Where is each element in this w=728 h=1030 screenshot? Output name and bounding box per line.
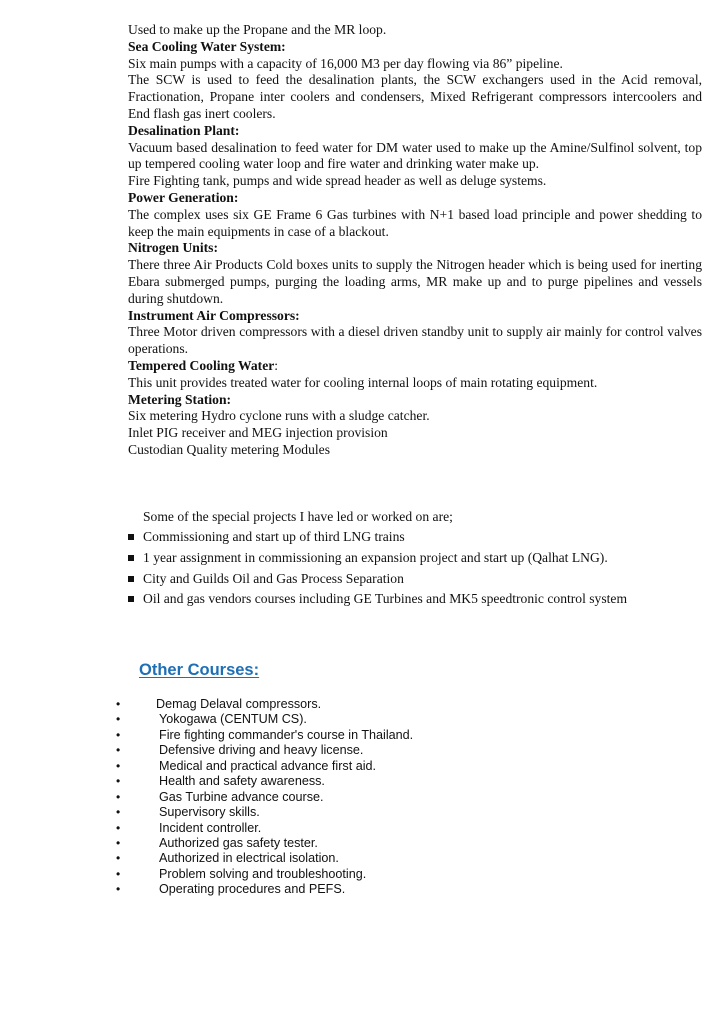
other-courses-heading: Other Courses: <box>139 661 260 679</box>
list-item <box>0 591 728 612</box>
instrument-air-paragraph: Three Motor driven compressors with a diesel driven standby unit to supply air mainly for control valves operations. <box>128 324 702 357</box>
sea-cooling-paragraph: The SCW is used to feed the desalination plants, the SCW exchangers used in the Acid removal, Fractionation, Propane inter coolers and condensers, Mixed Refrigerant compressors intercoolers and End flash gas inert coolers. <box>128 72 702 121</box>
bullet-icon: • <box>116 835 121 850</box>
tempered-cooling-heading-row <box>128 358 702 375</box>
list-item <box>0 697 728 712</box>
list-item-text: City and Guilds Oil and Gas Process Separation <box>143 570 404 586</box>
list-item-text: Authorized in electrical isolation. <box>159 851 339 866</box>
list-item <box>0 529 728 550</box>
list-item <box>0 851 728 866</box>
list-item <box>0 743 728 758</box>
square-bullet-icon <box>128 555 134 561</box>
list-item-text: Commissioning and start up of third LNG trains <box>143 529 405 544</box>
list-item-text: Health and safety awareness. <box>159 774 325 789</box>
list-item-text: Operating procedures and PEFS. <box>159 882 346 897</box>
metering-station-heading: Metering Station: <box>128 391 232 407</box>
square-bullet-icon <box>128 576 134 582</box>
desalination-paragraph: Vacuum based desalination to feed water for DM water used to make up the Amine/Sulfinol solvent, top up tempered cooling water loop and fire water and drinking water make up. <box>128 139 702 172</box>
instrument-air-heading: Instrument Air Compressors: <box>128 307 300 323</box>
list-item <box>0 774 728 789</box>
sea-cooling-heading: Sea Cooling Water System: <box>128 38 286 54</box>
bullet-icon: • <box>116 774 121 789</box>
nitrogen-units-paragraph: There three Air Products Cold boxes units to supply the Nitrogen header which is being used for inerting Ebara submerged pumps, purging the loading arms, MR make up and to purge pipelines and vessels during shutdown. <box>128 257 702 306</box>
list-item <box>0 805 728 820</box>
metering-line: Six metering Hydro cyclone runs with a sludge catcher. <box>128 408 430 424</box>
list-item-text: Demag Delaval compressors. <box>156 697 322 711</box>
list-item <box>0 759 728 774</box>
bullet-icon: • <box>116 789 121 804</box>
list-item-text: Authorized gas safety tester. <box>159 835 318 850</box>
list-item-text: 1 year assignment in commissioning an expansion project and start up (Qalhat LNG). <box>143 549 608 565</box>
square-bullet-icon <box>128 596 134 602</box>
other-courses-list <box>0 697 728 898</box>
bullet-icon: • <box>116 758 121 773</box>
bullet-icon: • <box>116 743 121 758</box>
sea-cooling-line: Six main pumps with a capacity of 16,000 M3 per day flowing via 86” pipeline. <box>128 55 563 71</box>
tempered-cooling-heading: Tempered Cooling Water <box>128 357 275 373</box>
metering-line: Custodian Quality metering Modules <box>128 441 330 457</box>
power-generation-paragraph: The complex uses six GE Frame 6 Gas turbines with N+1 based load principle and power shedding to keep the main equipments in case of a blackout. <box>128 206 702 239</box>
list-item <box>0 712 728 727</box>
special-projects-intro: Some of the special projects I have led or worked on are; <box>143 509 453 524</box>
bullet-icon: • <box>116 697 121 711</box>
desalination-heading: Desalination Plant: <box>128 122 240 138</box>
metering-line: Inlet PIG receiver and MEG injection provision <box>128 425 388 441</box>
list-item-text: Supervisory skills. <box>159 805 260 820</box>
list-item <box>0 836 728 851</box>
list-item-text: Gas Turbine advance course. <box>159 789 324 804</box>
list-item <box>0 821 728 836</box>
special-projects-list <box>0 529 728 612</box>
list-item <box>0 882 728 897</box>
plant-systems-section <box>128 22 702 459</box>
tempered-cooling-line: This unit provides treated water for cooling internal loops of main rotating equipment. <box>128 374 598 390</box>
nitrogen-units-heading: Nitrogen Units: <box>128 240 218 256</box>
list-item <box>0 728 728 743</box>
intro-line: Used to make up the Propane and the MR loop. <box>128 22 387 37</box>
list-item-text: Yokogawa (CENTUM CS). <box>159 712 307 727</box>
bullet-icon: • <box>116 820 121 835</box>
tempered-cooling-colon: : <box>274 357 279 373</box>
list-item-text: Problem solving and troubleshooting. <box>159 866 367 881</box>
bullet-icon: • <box>116 805 121 820</box>
list-item <box>0 550 728 571</box>
bullet-icon: • <box>116 866 121 881</box>
bullet-icon: • <box>116 727 121 742</box>
list-item <box>0 571 728 592</box>
list-item-text: Oil and gas vendors courses including GE Turbines and MK5 speedtronic control system <box>143 591 628 607</box>
bullet-icon: • <box>116 851 121 866</box>
bullet-icon: • <box>116 712 121 727</box>
list-item-text: Fire fighting commander's course in Thailand. <box>159 727 414 742</box>
bullet-icon: • <box>116 882 121 897</box>
list-item <box>0 867 728 882</box>
power-generation-heading: Power Generation: <box>128 189 239 205</box>
list-item-text: Medical and practical advance first aid. <box>159 758 377 773</box>
list-item-text: Defensive driving and heavy license. <box>159 743 364 758</box>
list-item-text: Incident controller. <box>159 820 262 835</box>
square-bullet-icon <box>128 534 134 540</box>
fire-fighting-line: Fire Fighting tank, pumps and wide spread header as well as deluge systems. <box>128 173 547 189</box>
list-item <box>0 790 728 805</box>
